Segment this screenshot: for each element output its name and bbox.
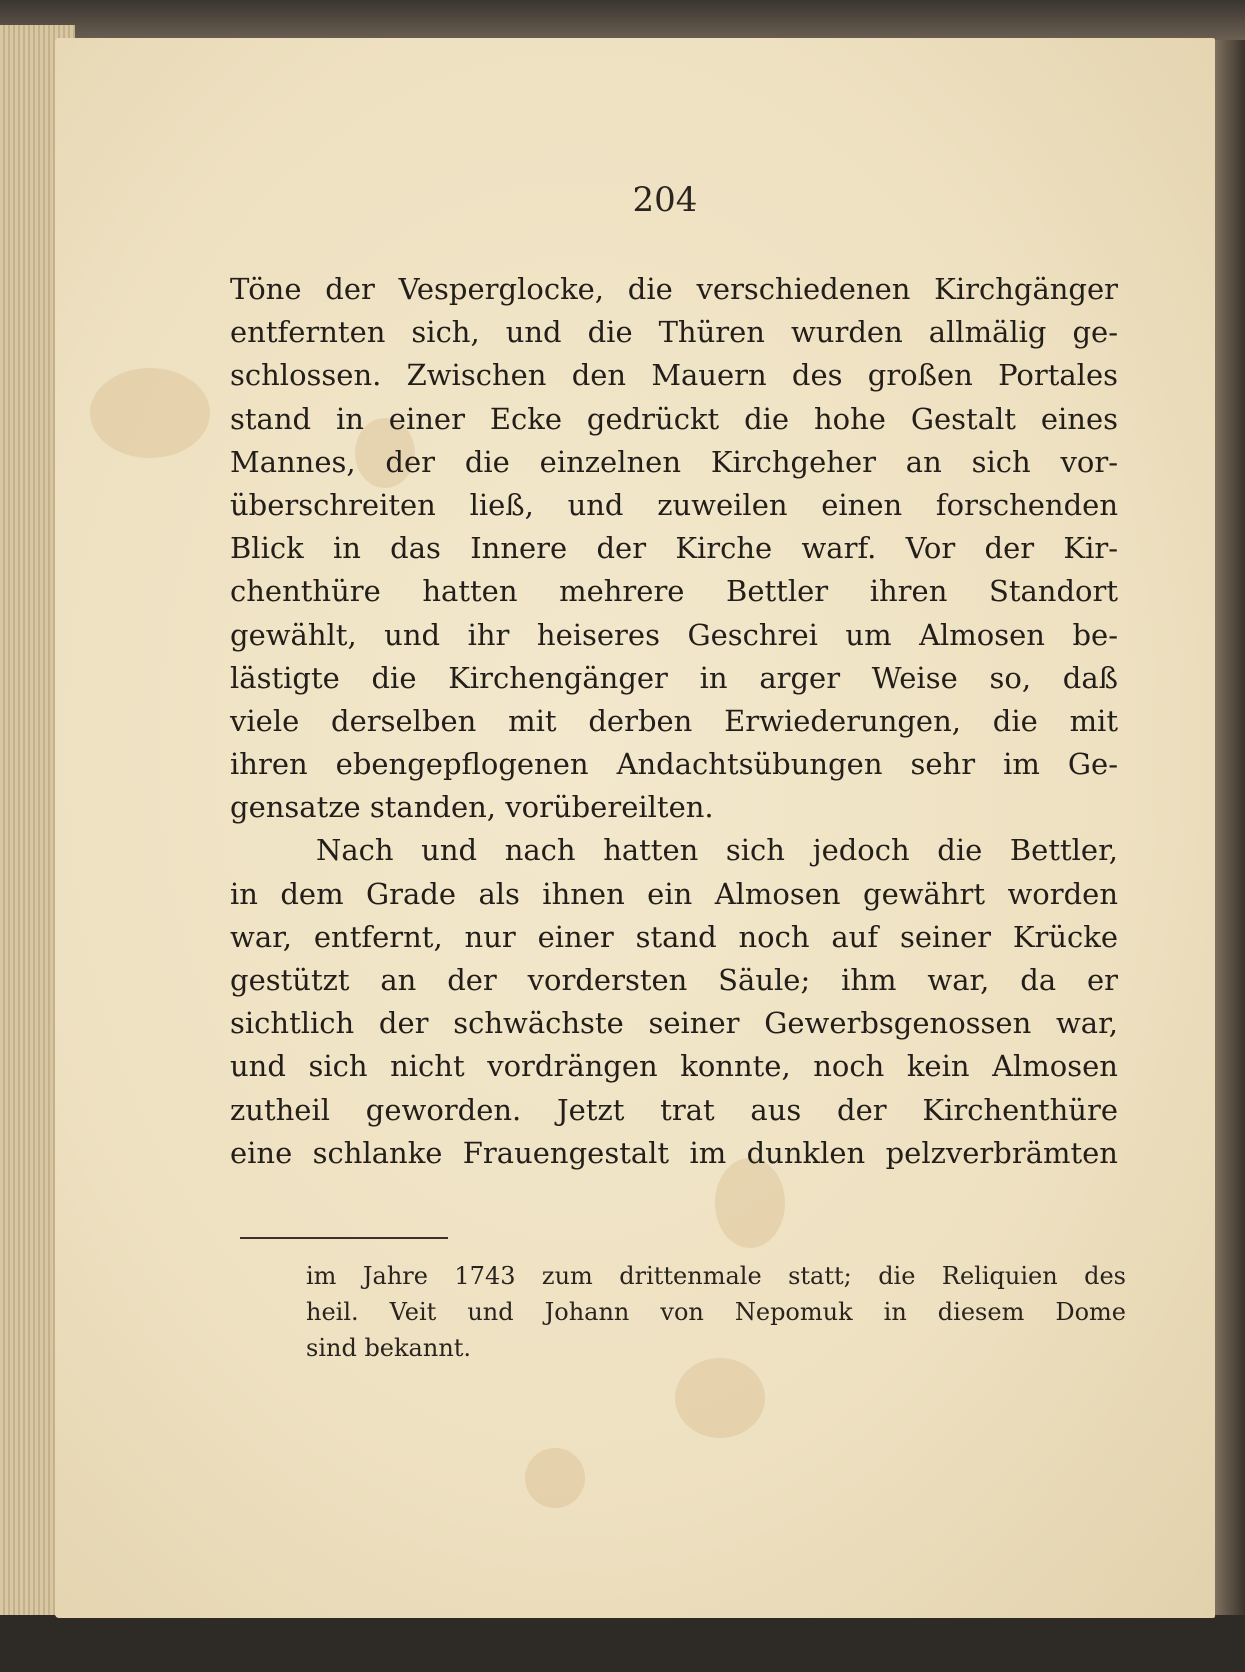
text-line: zutheil geworden. Jetzt trat aus der Kirchenthüre (230, 1092, 1118, 1127)
stain (675, 1358, 765, 1438)
text-line: Mannes, der die einzelnen Kirchgeher an sich vor- (230, 444, 1118, 479)
footnote (306, 1258, 1126, 1366)
text-line: gewählt, und ihr heiseres Geschrei um Almosen be- (230, 617, 1118, 652)
text-line: und sich nicht vordrängen konnte, noch kein Almosen (230, 1049, 1118, 1084)
text-line: in dem Grade als ihnen ein Almosen gewährt worden (230, 876, 1118, 911)
text-line: viele derselben mit derben Erwiederungen, die mit (230, 703, 1118, 738)
text-line: gensatze standen, vorübereilten. (230, 790, 714, 825)
stain (525, 1448, 585, 1508)
text-line: schlossen. Zwischen den Mauern des großen Portales (230, 358, 1118, 393)
footnote-line: heil. Veit und Johann von Nepomuk in diesem Dome (306, 1298, 1126, 1326)
text-line: ihren ebengepflogenen Andachtsübungen sehr im Ge- (230, 747, 1118, 782)
text-line: entfernten sich, und die Thüren wurden allmälig ge- (230, 315, 1118, 350)
body-text (230, 268, 1118, 1175)
book-top-edge (0, 0, 1245, 40)
text-line: lästigte die Kirchengänger in arger Weise so, daß (230, 660, 1118, 695)
footnote-rule (240, 1237, 448, 1239)
text-line: gestützt an der vordersten Säule; ihm war, da er (230, 963, 1118, 997)
text-line: überschreiten ließ, und zuweilen einen forschenden (230, 487, 1118, 522)
footnote-line: im Jahre 1743 zum drittenmale statt; die Reliquien des (306, 1262, 1126, 1290)
stain (90, 368, 210, 458)
text-line: chenthüre hatten mehrere Bettler ihren Standort (230, 574, 1118, 609)
text-line: sichtlich der schwächste seiner Gewerbsgenossen war, (230, 1006, 1118, 1041)
text-line: Blick in das Innere der Kirche warf. Vor der Kir- (230, 531, 1118, 566)
text-line: stand in einer Ecke gedrückt die hohe Gestalt eines (230, 401, 1118, 436)
text-line: Nach und nach hatten sich jedoch die Bettler, (316, 833, 1118, 868)
page-number: 204 (632, 180, 698, 220)
book-right-edge (1210, 40, 1245, 1630)
text-line: Töne der Vesperglocke, die verschiedenen Kirchgänger (230, 272, 1118, 306)
text-line: eine schlanke Frauengestalt im dunklen pelzverbrämten (230, 1135, 1118, 1170)
text-line: war, entfernt, nur einer stand noch auf seiner Krücke (230, 919, 1118, 954)
book-bottom-edge (0, 1615, 1245, 1672)
footnote-line: sind bekannt. (306, 1334, 472, 1362)
